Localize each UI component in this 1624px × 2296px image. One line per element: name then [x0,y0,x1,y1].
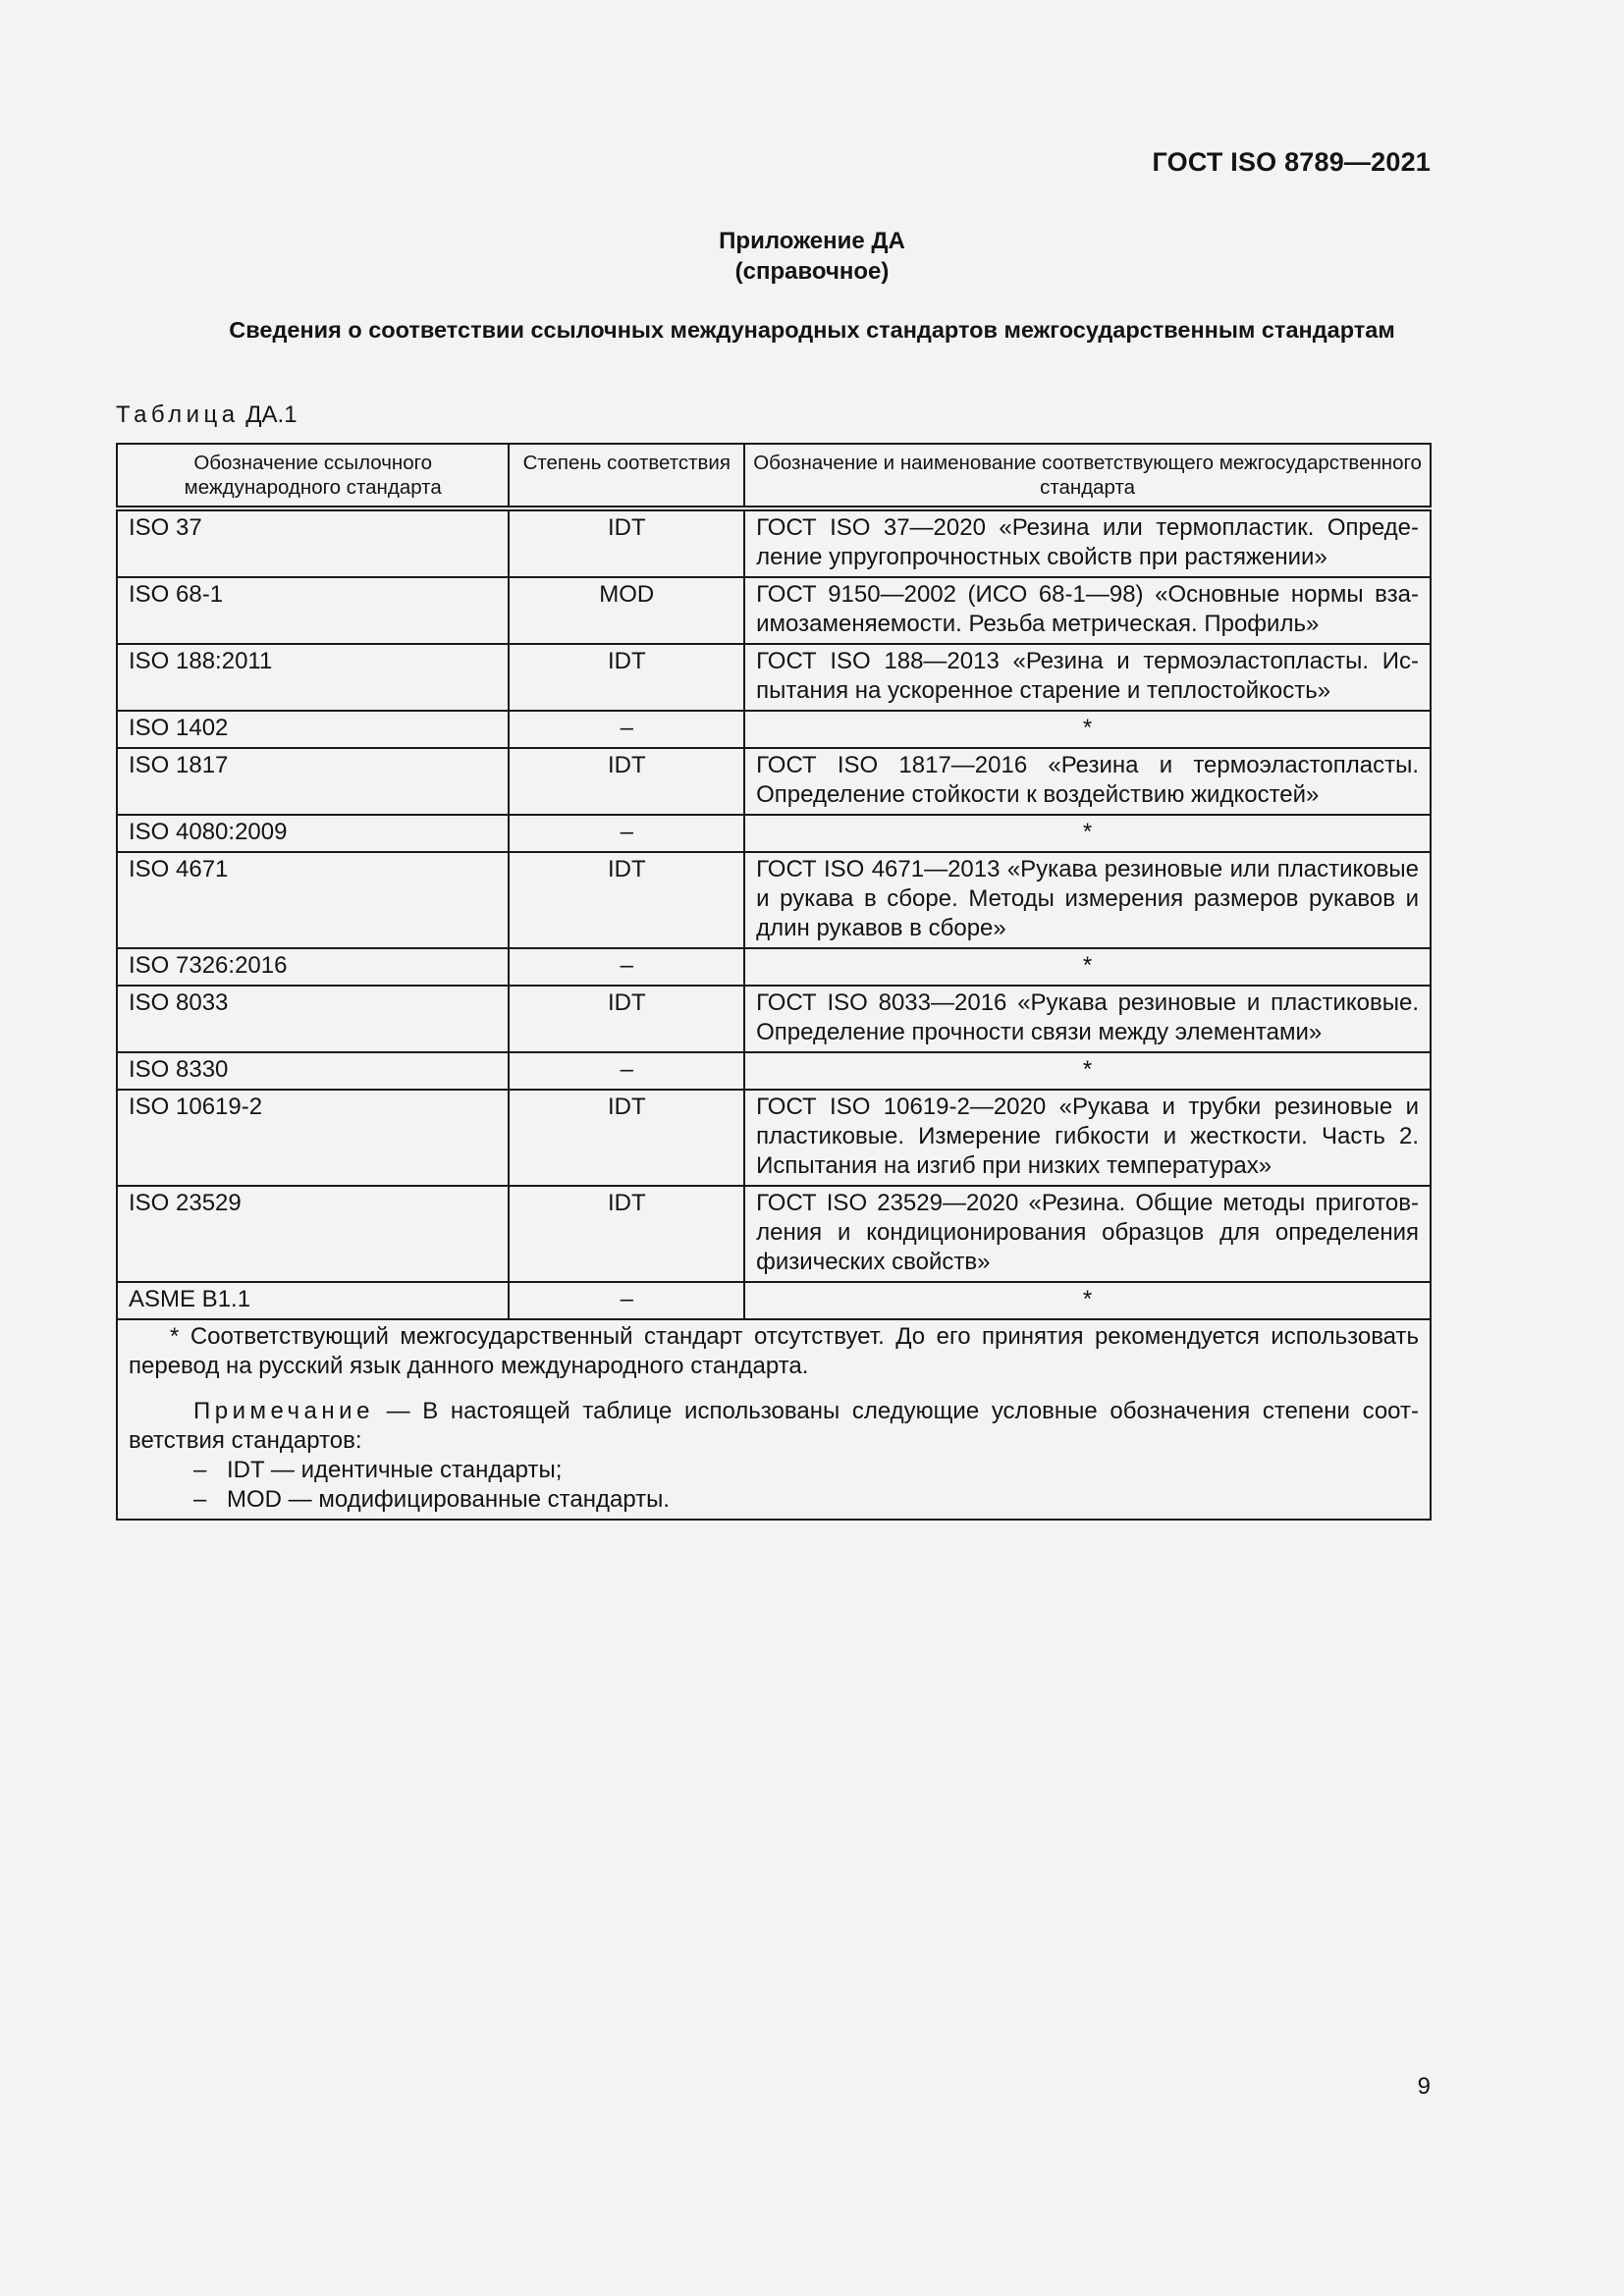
degree-cell: IDT [509,644,744,711]
note-item [129,1456,1419,1485]
gost-standard-cell: ГОСТ ISO 1817—2016 «Резина и термоэластопласты. Определение стойкости к воздействию жидкостей» [744,748,1431,815]
gost-standard-cell: * [744,1052,1431,1090]
note [129,1397,1419,1456]
intl-standard-cell: ISO 188:2011 [117,644,509,711]
intl-standard-cell: ISO 4080:2009 [117,815,509,852]
degree-cell: IDT [509,508,744,577]
degree-cell: IDT [509,1090,744,1186]
gost-standard-cell: ГОСТ ISO 23529—2020 «Резина. Общие методы приготовления и кондиционирования образцов для определения физических свойств» [744,1186,1431,1282]
table-header-row [117,444,1431,508]
gost-standard-cell: ГОСТ 9150—2002 (ИСО 68-1—98) «Основные нормы взаимозаменяемости. Резьба метрическая. Профиль» [744,577,1431,644]
table-row [117,1090,1431,1186]
page-number: 9 [1417,2073,1431,2100]
table-row [117,815,1431,852]
gost-standard-cell: * [744,815,1431,852]
gost-standard-cell: * [744,711,1431,748]
degree-cell: IDT [509,1186,744,1282]
table-label [116,401,298,429]
table-body [117,508,1431,1319]
intl-standard-cell: ISO 4671 [117,852,509,948]
table-label-word: Таблица [116,401,240,428]
table-row [117,711,1431,748]
note-text: — В настоящей таблице использованы следующие условные обозначения степени соответствия стандартов: [129,1398,1419,1454]
degree-cell: – [509,815,744,852]
table-row [117,644,1431,711]
intl-standard-cell: ISO 37 [117,508,509,577]
intl-standard-cell: ISO 23529 [117,1186,509,1282]
table-row [117,748,1431,815]
intl-standard-cell: ISO 7326:2016 [117,948,509,986]
intl-standard-cell: ISO 10619-2 [117,1090,509,1186]
intl-standard-cell: ISO 68-1 [117,577,509,644]
note-item-dash: – [193,1457,207,1483]
column-header-intl: Обозначение ссылочного международного стандарта [117,444,509,508]
gost-standard-cell: ГОСТ ISO 10619-2—2020 «Рукава и трубки резиновые и пластиковые. Измерение гибкости и жесткости. Часть 2. Испытания на изгиб при низких температурах» [744,1090,1431,1186]
degree-cell: – [509,711,744,748]
degree-cell: IDT [509,748,744,815]
degree-cell: – [509,1282,744,1319]
column-header-gost: Обозначение и наименование соответствующего межгосударственного стандарта [744,444,1431,508]
footnote: * Соответствующий межгосударственный стандарт отсутствует. До его принятия рекомендуется использовать перевод на русский язык данного международного стандарта. [129,1323,1419,1379]
note-item-text: IDT — идентичные стандарты; [227,1457,563,1483]
intl-standard-cell: ISO 1402 [117,711,509,748]
table-row [117,986,1431,1052]
table-footer [117,1319,1431,1520]
degree-cell: IDT [509,986,744,1052]
annex-header [0,226,1624,287]
table-row [117,1282,1431,1319]
table-footer-row [117,1319,1431,1520]
gost-standard-cell: ГОСТ ISO 8033—2016 «Рукава резиновые и пластиковые. Определение прочности связи между элементами» [744,986,1431,1052]
gost-standard-cell: * [744,948,1431,986]
note-label: Примечание [193,1398,374,1424]
table-row [117,508,1431,577]
section-heading: Сведения о соответствии ссылочных международных стандартов межгосударственным стандартам [229,317,1395,343]
gost-standard-cell: ГОСТ ISO 37—2020 «Резина или термопластик. Определение упругопрочностных свойств при растяжении» [744,508,1431,577]
degree-cell: – [509,948,744,986]
note-item-dash: – [193,1486,207,1513]
table-row [117,1052,1431,1090]
annex-title: Приложение ДА [719,228,905,254]
gost-standard-cell: * [744,1282,1431,1319]
table-row [117,1186,1431,1282]
table-label-number: ДА.1 [245,401,298,428]
annex-subtitle: (справочное) [734,258,890,285]
gost-standard-cell: ГОСТ ISO 188—2013 «Резина и термоэластопласты. Испытания на ускоренное старение и теплостойкость» [744,644,1431,711]
table-row [117,948,1431,986]
note-item [129,1485,1419,1515]
document-code: ГОСТ ISO 8789—2021 [1152,147,1431,177]
intl-standard-cell: ISO 1817 [117,748,509,815]
column-header-degree: Степень соответствия [509,444,744,508]
gost-standard-cell: ГОСТ ISO 4671—2013 «Рукава резиновые или пластиковые и рукава в сборе. Методы измерения размеров рукавов и длин рукавов в сборе» [744,852,1431,948]
degree-cell: – [509,1052,744,1090]
table-row [117,852,1431,948]
degree-cell: IDT [509,852,744,948]
table-row [117,577,1431,644]
intl-standard-cell: ISO 8330 [117,1052,509,1090]
intl-standard-cell: ASME B1.1 [117,1282,509,1319]
degree-cell: MOD [509,577,744,644]
intl-standard-cell: ISO 8033 [117,986,509,1052]
correspondence-table [116,443,1432,1521]
note-item-text: MOD — модифицированные стандарты. [227,1486,671,1513]
